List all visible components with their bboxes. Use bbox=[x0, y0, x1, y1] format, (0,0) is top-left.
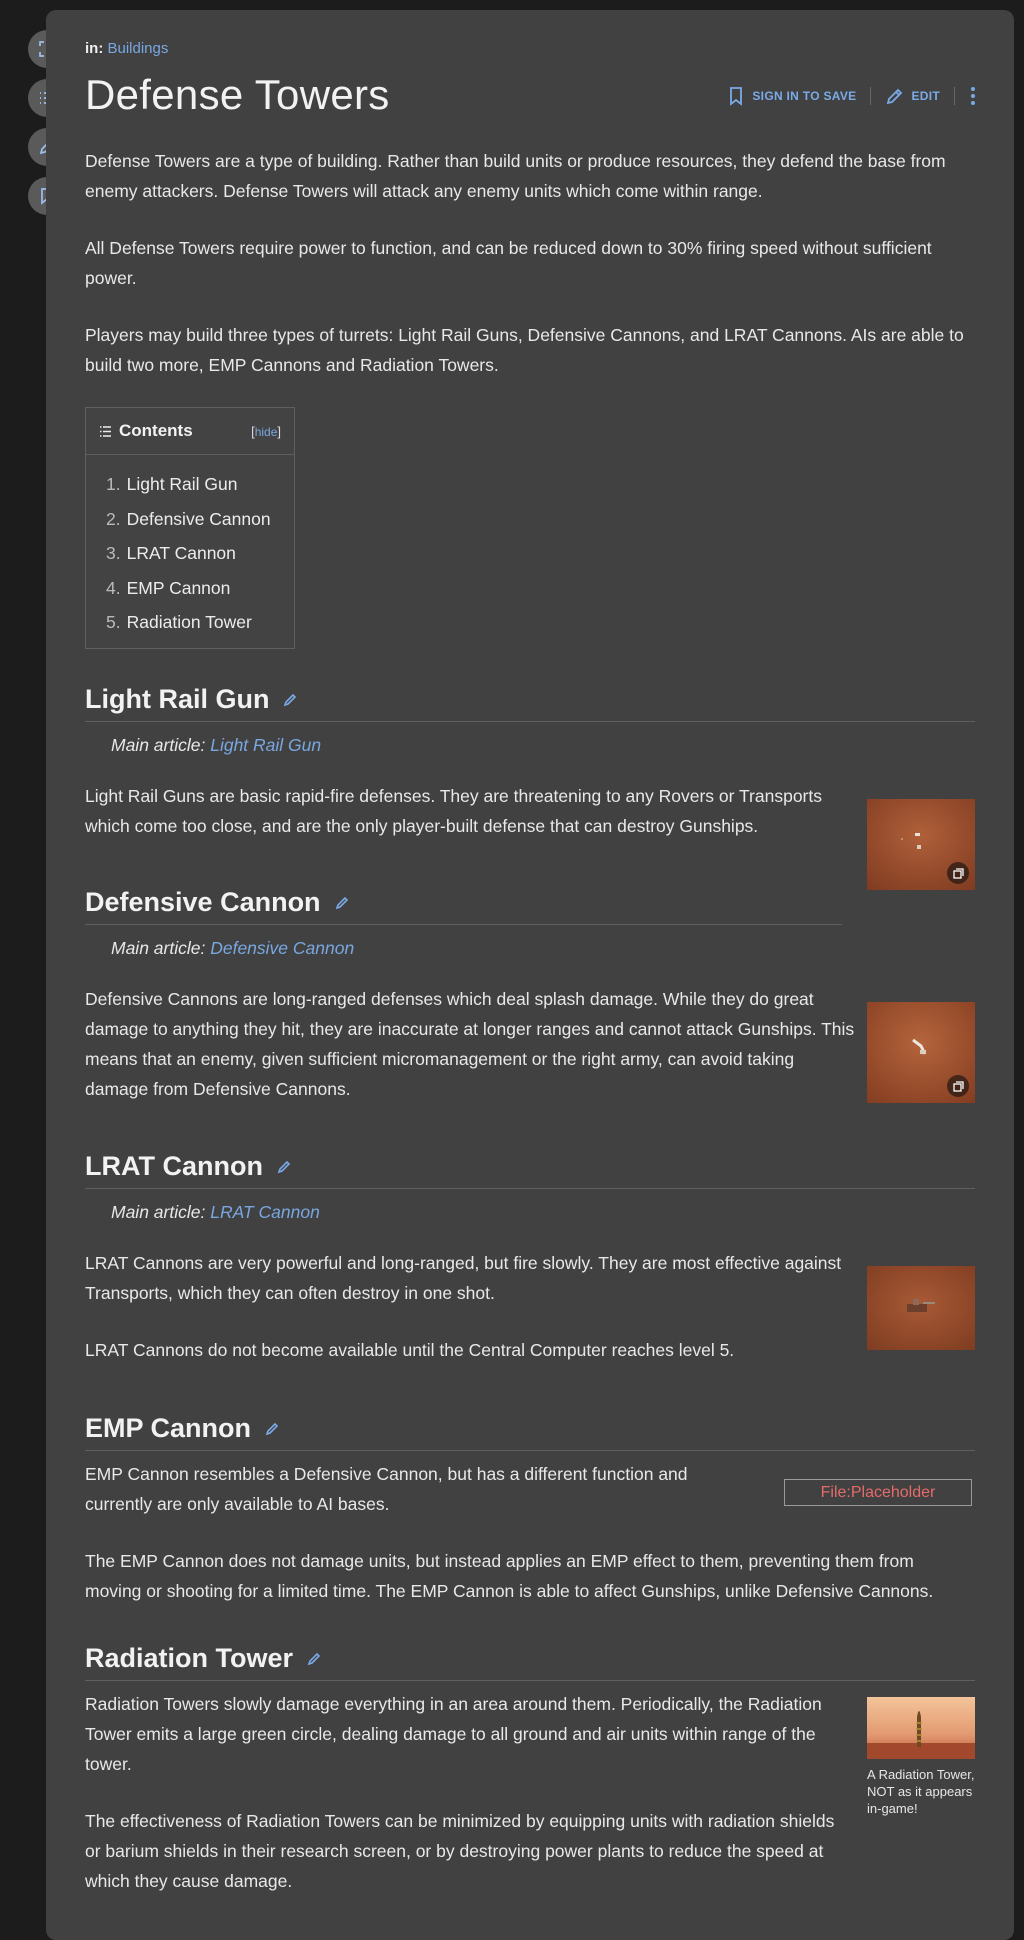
title-row bbox=[85, 67, 975, 123]
expand-icon[interactable] bbox=[947, 862, 969, 884]
edit-section-icon[interactable] bbox=[307, 1651, 322, 1666]
main-article-note bbox=[85, 938, 975, 959]
section-heading-text: Radiation Tower bbox=[85, 1643, 294, 1673]
toc-item-label: Light Rail Gun bbox=[126, 474, 238, 494]
section-heading bbox=[85, 1643, 975, 1681]
expand-icon[interactable] bbox=[947, 1075, 969, 1097]
toc-item-number: 2. bbox=[106, 508, 121, 529]
section-heading-text: EMP Cannon bbox=[85, 1413, 252, 1443]
edit-label: EDIT bbox=[911, 89, 940, 103]
toc-item-label: Defensive Cannon bbox=[126, 508, 271, 529]
toc-header bbox=[86, 408, 294, 455]
bookmark-icon bbox=[726, 86, 746, 106]
section-emp-cannon bbox=[85, 1413, 975, 1606]
section-paragraph: The EMP Cannon does not damage units, but instead applies an EMP effect to them, preventing them from moving or shooting for a limited time. The EMP Cannon is able to affect Gunships, unlike Defensive Cannons. bbox=[85, 1551, 934, 1601]
intro bbox=[85, 146, 975, 380]
section-heading-text: LRAT Cannon bbox=[85, 1151, 263, 1181]
main-article-link[interactable]: Light Rail Gun bbox=[210, 735, 322, 755]
file-placeholder-link[interactable]: File:Placeholder bbox=[784, 1479, 972, 1506]
section-defensive-cannon bbox=[85, 887, 975, 1104]
table-of-contents bbox=[85, 407, 295, 649]
section-light-rail-gun bbox=[85, 684, 975, 841]
toc-hide-toggle: [hide] bbox=[251, 423, 281, 439]
divider bbox=[870, 87, 871, 105]
main-article-note bbox=[85, 1202, 975, 1223]
radiation-tower-thumbnail[interactable] bbox=[867, 1697, 975, 1759]
defensive-cannon-thumbnail[interactable] bbox=[867, 1002, 975, 1103]
section-heading bbox=[85, 1413, 975, 1451]
toc-hide-link[interactable]: hide bbox=[254, 424, 278, 439]
section-paragraph: LRAT Cannons do not become available until the Central Computer reaches level 5. bbox=[85, 1340, 735, 1360]
page-actions bbox=[726, 86, 975, 106]
breadcrumb bbox=[85, 40, 975, 57]
toc-list bbox=[86, 455, 294, 648]
section-paragraph: The effectiveness of Radiation Towers can be minimized by equipping units with radiation shields or barium shields in their research screen, or by destroying power plants to reduce the speed at which they cause damage. bbox=[85, 1811, 835, 1891]
toc-item[interactable] bbox=[106, 536, 294, 571]
edit-section-icon[interactable] bbox=[277, 1159, 292, 1174]
toc-item[interactable] bbox=[106, 571, 294, 606]
toc-item-number: 5. bbox=[106, 612, 121, 632]
main-article-note bbox=[85, 735, 975, 756]
toc-item[interactable] bbox=[106, 467, 294, 502]
edit-section-icon[interactable] bbox=[283, 692, 298, 707]
main-article-prefix: Main article: bbox=[111, 938, 206, 958]
pencil-icon bbox=[885, 86, 905, 106]
article-content bbox=[85, 10, 975, 1891]
main-article-link[interactable]: Defensive Cannon bbox=[210, 938, 355, 958]
breadcrumb-link[interactable]: Buildings bbox=[107, 40, 169, 57]
section-lrat-cannon bbox=[85, 1151, 975, 1365]
section-paragraph: Radiation Towers slowly damage everything in an area around them. Periodically, the Radiation Tower emits a large green circle, dealing damage to all ground and air units within range of the tower. bbox=[85, 1694, 822, 1774]
edit-section-icon[interactable] bbox=[265, 1421, 280, 1436]
breadcrumb-prefix: in: bbox=[85, 40, 104, 57]
section-paragraph: Defensive Cannons are long-ranged defenses which deal splash damage. While they do great damage to anything they hit, they are inaccurate at longer ranges and cannot attack Gunships. This means that an enemy, given sufficient micromanagement or the right army, can avoid taking damage from Defensive Cannons. bbox=[85, 989, 855, 1099]
section-heading-text: Defensive Cannon bbox=[85, 887, 321, 917]
image-caption: A Radiation Tower, NOT as it appears in-game! bbox=[867, 1767, 975, 1816]
list-icon bbox=[99, 425, 112, 438]
section-heading-text: Light Rail Gun bbox=[85, 684, 270, 714]
toc-item[interactable] bbox=[106, 502, 294, 537]
intro-paragraph: All Defense Towers require power to function, and can be reduced down to 30% firing speed without sufficient power. bbox=[85, 238, 932, 288]
section-paragraph: EMP Cannon resembles a Defensive Cannon, but has a different function and currently are only available to AI bases. bbox=[85, 1464, 688, 1514]
section-paragraph: Light Rail Guns are basic rapid-fire defenses. They are threatening to any Rovers or Transports which come too close, and are the only player-built defense that can destroy Gunships. bbox=[85, 786, 822, 836]
toc-title bbox=[99, 421, 193, 441]
section-heading bbox=[85, 1151, 975, 1189]
section-heading bbox=[85, 887, 842, 925]
section-paragraph: LRAT Cannons are very powerful and long-ranged, but fire slowly. They are most effective against Transports, which they can often destroy in one shot. bbox=[85, 1253, 842, 1303]
toc-title-label: Contents bbox=[119, 421, 193, 440]
toc-item-number: 3. bbox=[106, 543, 121, 563]
section-heading bbox=[85, 684, 975, 722]
intro-paragraph: Defense Towers are a type of building. Rather than build units or produce resources, they defend the base from enemy attackers. Defense Towers will attack any enemy units which come within range. bbox=[85, 151, 946, 201]
light-rail-gun-thumbnail[interactable] bbox=[867, 799, 975, 890]
toc-item-number: 4. bbox=[106, 577, 121, 598]
main-article-link[interactable]: LRAT Cannon bbox=[210, 1202, 320, 1222]
toc-item-number: 1. bbox=[106, 474, 121, 494]
intro-paragraph: Players may build three types of turrets: Light Rail Guns, Defensive Cannons, and LRAT Cannons. AIs are able to build two more, EMP Cannons and Radiation Towers. bbox=[85, 325, 964, 375]
sign-in-to-save-button[interactable] bbox=[726, 86, 856, 106]
toc-item-label: EMP Cannon bbox=[126, 577, 231, 598]
sign-in-to-save-label: SIGN IN TO SAVE bbox=[752, 89, 857, 103]
main-article-prefix: Main article: bbox=[111, 1202, 206, 1222]
page-title: Defense Towers bbox=[85, 71, 390, 118]
section-radiation-tower bbox=[85, 1643, 975, 1896]
edit-button[interactable] bbox=[885, 86, 940, 106]
article-page bbox=[46, 10, 1014, 1940]
main-article-prefix: Main article: bbox=[111, 735, 206, 755]
divider bbox=[954, 87, 955, 105]
more-options-icon[interactable] bbox=[971, 87, 975, 105]
edit-section-icon[interactable] bbox=[335, 895, 350, 910]
toc-item-label: Radiation Tower bbox=[126, 612, 252, 632]
lrat-cannon-thumbnail[interactable] bbox=[867, 1266, 975, 1350]
toc-item[interactable] bbox=[106, 605, 294, 640]
toc-item-label: LRAT Cannon bbox=[126, 543, 236, 563]
